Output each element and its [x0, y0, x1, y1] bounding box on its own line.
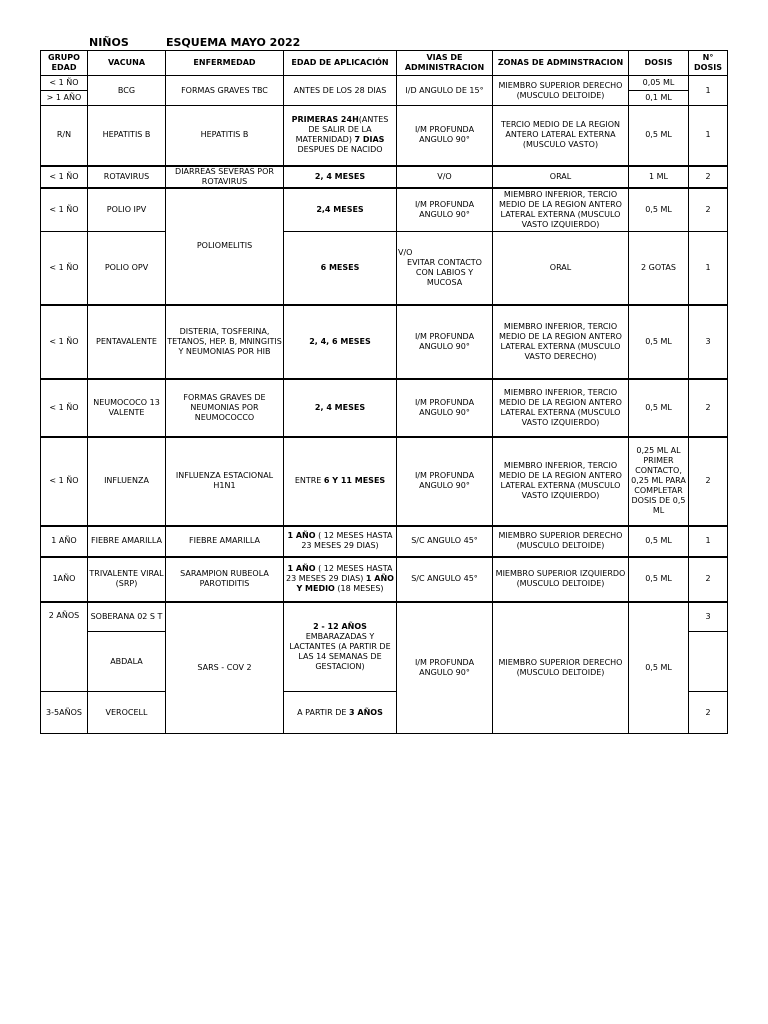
- n-dosis-cell: 2: [689, 379, 728, 437]
- grupo-edad-cell: 2 AÑOS: [41, 602, 88, 692]
- edad-cell: 6 MESES: [284, 232, 397, 305]
- n-dosis-cell: 2: [689, 557, 728, 602]
- via-cell: I/M PROFUNDA ANGULO 90°: [397, 437, 493, 526]
- grupo-edad-cell: > 1 AÑO: [41, 91, 88, 106]
- edad-cell: 2, 4 MESES: [284, 166, 397, 188]
- table-row: [41, 437, 728, 526]
- grupo-edad-cell: < 1 ÑO: [41, 437, 88, 526]
- vaccination-schedule-table: [40, 50, 728, 734]
- zona-cell: MIEMBRO SUPERIOR IZQUIERDO (MUSCULO DELTOIDE): [493, 557, 629, 602]
- edad-text: (18 MESES): [334, 584, 384, 593]
- n-dosis-cell: 1: [689, 232, 728, 305]
- enfermedad-cell: SARS - COV 2: [166, 602, 284, 734]
- n-dosis-cell: 1: [689, 106, 728, 166]
- dosis-cell: 0,5 ML: [629, 305, 689, 379]
- grupo-edad-cell: < 1 ÑO: [41, 232, 88, 305]
- edad-bold-text: 1 AÑO: [287, 564, 316, 573]
- dosis-cell: 0,5 ML: [629, 379, 689, 437]
- via-cell: I/M PROFUNDA ANGULO 90°: [397, 602, 493, 734]
- header-edad-aplicacion: EDAD DE APLICACIÓN: [284, 51, 397, 76]
- zona-cell: MIEMBRO INFERIOR, TERCIO MEDIO DE LA REGION ANTERO LATERAL EXTERNA (MUSCULO VASTO IZQUIERDO): [493, 188, 629, 232]
- table-row: [41, 557, 728, 602]
- enfermedad-cell: INFLUENZA ESTACIONAL H1N1: [166, 437, 284, 526]
- header-zonas: ZONAS DE ADMINSTRACION: [493, 51, 629, 76]
- edad-cell: [284, 692, 397, 734]
- n-dosis-cell: 2: [689, 166, 728, 188]
- edad-bold-text: 2 - 12 AÑOS: [313, 621, 367, 631]
- grupo-edad-cell: 3-5AÑOS: [41, 692, 88, 734]
- table-row: [41, 166, 728, 188]
- vacuna-cell: TRIVALENTE VIRAL (SRP): [88, 557, 166, 602]
- vacuna-cell: POLIO OPV: [88, 232, 166, 305]
- edad-bold-text: 3 AÑOS: [349, 707, 383, 717]
- vacuna-cell: SOBERANA 02 S T: [88, 602, 166, 632]
- via-cell: V/O: [397, 166, 493, 188]
- zona-cell: ORAL: [493, 232, 629, 305]
- header-enfermedad: ENFERMEDAD: [166, 51, 284, 76]
- table-row: [41, 305, 728, 379]
- edad-cell: 2,4 MESES: [284, 188, 397, 232]
- zona-cell: MIEMBRO INFERIOR, TERCIO MEDIO DE LA REGION ANTERO LATERAL EXTERNA (MUSCULO VASTO IZQUIERDO): [493, 437, 629, 526]
- n-dosis-cell: 3: [689, 602, 728, 632]
- header-vias: VIAS DE ADMINISTRACION: [397, 51, 493, 76]
- grupo-edad-cell: < 1 ÑO: [41, 166, 88, 188]
- via-cell: I/D ANGULO DE 15°: [397, 76, 493, 106]
- table-row: [41, 106, 728, 166]
- edad-cell: [284, 106, 397, 166]
- header-grupo-edad: GRUPO EDAD: [41, 51, 88, 76]
- edad-cell: 2, 4 MESES: [284, 379, 397, 437]
- edad-bold-text: 1 AÑO: [287, 531, 316, 540]
- enfermedad-cell: DIARREAS SEVERAS POR ROTAVIRUS: [166, 166, 284, 188]
- edad-text: ( 12 MESES HASTA 23 MESES 29 DIAS): [286, 564, 393, 583]
- edad-text: ( 12 MESES HASTA 23 MESES 29 DIAS): [301, 531, 393, 550]
- header-dosis: DOSIS: [629, 51, 689, 76]
- enfermedad-cell: FORMAS GRAVES DE NEUMONIAS POR NEUMOCOCCO: [166, 379, 284, 437]
- enfermedad-cell: SARAMPION RUBEOLA PAROTIDITIS: [166, 557, 284, 602]
- grupo-edad-cell: < 1 ÑO: [41, 76, 88, 91]
- edad-bold-text: 7 DIAS: [354, 135, 385, 145]
- vacuna-cell: HEPATITIS B: [88, 106, 166, 166]
- vacuna-cell: POLIO IPV: [88, 188, 166, 232]
- edad-cell: [284, 437, 397, 526]
- dosis-cell: 0,1 ML: [629, 91, 689, 106]
- vacuna-cell: FIEBRE AMARILLA: [88, 526, 166, 557]
- enfermedad-cell: HEPATITIS B: [166, 106, 284, 166]
- n-dosis-cell: 3: [689, 305, 728, 379]
- zona-cell: ORAL: [493, 166, 629, 188]
- enfermedad-cell: POLIOMELITIS: [166, 188, 284, 305]
- header-vacuna: VACUNA: [88, 51, 166, 76]
- edad-cell: ANTES DE LOS 28 DIAS: [284, 76, 397, 106]
- vacuna-cell: INFLUENZA: [88, 437, 166, 526]
- grupo-edad-cell: R/N: [41, 106, 88, 166]
- zona-cell: MIEMBRO INFERIOR, TERCIO MEDIO DE LA REGION ANTERO LATERAL EXTERNA (MUSCULO VASTO IZQUIERDO): [493, 379, 629, 437]
- edad-text: (ANTES DE SALIR DE LA MATERNIDAD): [295, 115, 389, 145]
- via-cell: [397, 232, 493, 305]
- edad-text: DESPUES DE NACIDO: [297, 145, 383, 155]
- n-dosis-cell: 2: [689, 437, 728, 526]
- dosis-cell: 2 GOTAS: [629, 232, 689, 305]
- via-cell: S/C ANGULO 45°: [397, 557, 493, 602]
- grupo-edad-cell: < 1 ÑO: [41, 379, 88, 437]
- edad-bold-text: 6 Y 11 MESES: [323, 476, 386, 485]
- table-row: [41, 602, 728, 632]
- grupo-edad-cell: 1 AÑO: [41, 526, 88, 557]
- n-dosis-cell: 2: [689, 188, 728, 232]
- dosis-cell: 0,25 ML AL PRIMER CONTACTO, 0,25 ML PARA COMPLETAR DOSIS DE 0,5 ML: [629, 437, 689, 526]
- enfermedad-cell: DISTERIA, TOSFERINA, TETANOS, HEP. B, MNINGITIS Y NEUMONIAS POR HIB: [166, 305, 284, 379]
- dosis-cell: 0,5 ML: [629, 106, 689, 166]
- zona-cell: MIEMBRO SUPERIOR DERECHO (MUSCULO DELTOIDE): [493, 76, 629, 106]
- n-dosis-cell: 1: [689, 76, 728, 106]
- vacuna-cell: VEROCELL: [88, 692, 166, 734]
- header-n-dosis: N° DOSIS: [689, 51, 728, 76]
- via-cell: I/M PROFUNDA ANGULO 90°: [397, 379, 493, 437]
- grupo-edad-cell: < 1 ÑO: [41, 188, 88, 232]
- grupo-edad-cell: 1AÑO: [41, 557, 88, 602]
- via-text: V/O: [398, 247, 413, 257]
- enfermedad-cell: FIEBRE AMARILLA: [166, 526, 284, 557]
- dosis-cell: 1 ML: [629, 166, 689, 188]
- dosis-cell: 0,5 ML: [629, 602, 689, 734]
- zona-cell: TERCIO MEDIO DE LA REGION ANTERO LATERAL EXTERNA (MUSCULO VASTO): [493, 106, 629, 166]
- via-cell: I/M PROFUNDA ANGULO 90°: [397, 188, 493, 232]
- header-row: [41, 51, 728, 76]
- table-row: [41, 232, 728, 305]
- edad-cell: 2, 4, 6 MESES: [284, 305, 397, 379]
- table-row: [41, 379, 728, 437]
- edad-cell: [284, 526, 397, 557]
- enfermedad-cell: FORMAS GRAVES TBC: [166, 76, 284, 106]
- grupo-edad-cell: < 1 ÑO: [41, 305, 88, 379]
- title-ninos: NIÑOS: [89, 36, 129, 49]
- edad-text: ENTRE: [294, 476, 324, 485]
- edad-text: EMBARAZADAS Y LACTANTES (A PARTIR DE LAS 14 SEMANAS DE GESTACION): [289, 631, 391, 671]
- n-dosis-cell: 1: [689, 526, 728, 557]
- dosis-cell: 0,5 ML: [629, 188, 689, 232]
- via-note-text: EVITAR CONTACTO CON LABIOS Y MUCOSA: [407, 257, 482, 287]
- zona-cell: MIEMBRO SUPERIOR DERECHO (MUSCULO DELTOIDE): [493, 602, 629, 734]
- table-row: [41, 526, 728, 557]
- vacuna-cell: ROTAVIRUS: [88, 166, 166, 188]
- via-cell: S/C ANGULO 45°: [397, 526, 493, 557]
- dosis-cell: 0,5 ML: [629, 557, 689, 602]
- via-cell: I/M PROFUNDA ANGULO 90°: [397, 305, 493, 379]
- vacuna-cell: ABDALA: [88, 632, 166, 692]
- edad-cell: [284, 602, 397, 692]
- edad-bold-text: 1 AÑO Y MEDIO: [296, 574, 394, 593]
- dosis-cell: 0,05 ML: [629, 76, 689, 91]
- edad-text: A PARTIR DE: [297, 707, 350, 717]
- vacuna-cell: PENTAVALENTE: [88, 305, 166, 379]
- edad-bold-text: PRIMERAS 24H: [291, 115, 359, 125]
- n-dosis-cell: [689, 632, 728, 692]
- vacuna-cell: NEUMOCOCO 13 VALENTE: [88, 379, 166, 437]
- edad-cell: [284, 557, 397, 602]
- via-cell: I/M PROFUNDA ANGULO 90°: [397, 106, 493, 166]
- title-esquema: ESQUEMA MAYO 2022: [166, 36, 301, 49]
- n-dosis-cell: 2: [689, 692, 728, 734]
- table-row: [41, 188, 728, 232]
- dosis-cell: 0,5 ML: [629, 526, 689, 557]
- zona-cell: MIEMBRO SUPERIOR DERECHO (MUSCULO DELTOIDE): [493, 526, 629, 557]
- vacuna-cell: BCG: [88, 76, 166, 106]
- table-row: [41, 76, 728, 91]
- zona-cell: MIEMBRO INFERIOR, TERCIO MEDIO DE LA REGION ANTERO LATERAL EXTERNA (MUSCULO VASTO DERECHO): [493, 305, 629, 379]
